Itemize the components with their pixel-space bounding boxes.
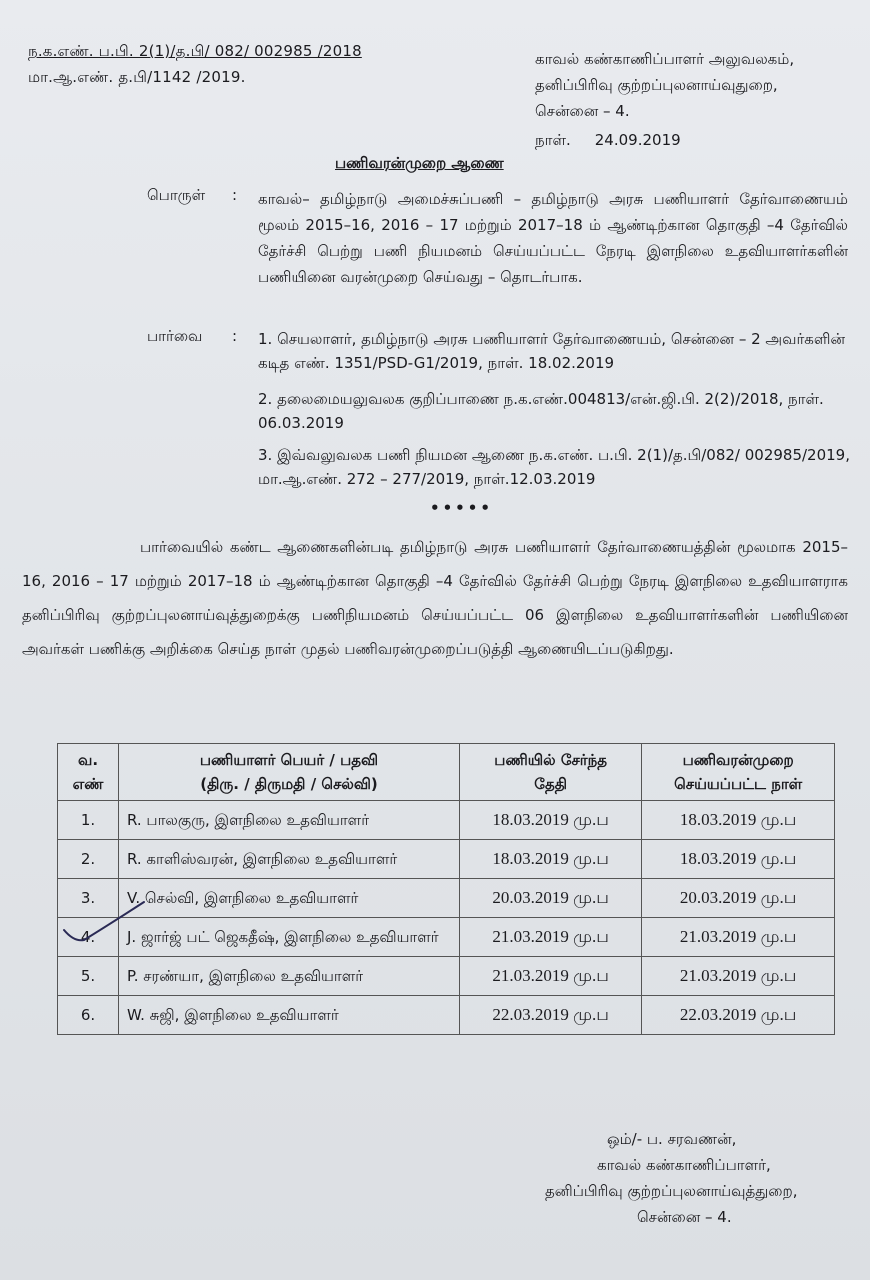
office-line-3: சென்னை – 4. — [535, 102, 630, 120]
header-serial-line2: எண் — [72, 775, 104, 793]
table-row — [58, 918, 835, 957]
row-name: J. ஜார்ஜ் பட் ஜெகதீஷ், இளநிலை உதவியாளர் — [119, 918, 460, 957]
row-name: R. காளிஸ்வரன், இளநிலை உதவியாளர் — [119, 840, 460, 879]
header-regularised-line1: பணிவரன்முறை — [682, 751, 794, 769]
header-name-line2: (திரு. / திருமதி / செல்வி) — [200, 775, 378, 793]
office-line-2: தனிப்பிரிவு குற்றப்புலனாய்வுதுறை, — [535, 76, 778, 94]
row-joined-date: 21.03.2019 மு.ப — [460, 957, 642, 996]
reference-label: பார்வை — [147, 327, 203, 345]
table-row — [58, 801, 835, 840]
header-joined-line2: தேதி — [534, 775, 568, 793]
row-name: P. சரண்யா, இளநிலை உதவியாளர் — [119, 957, 460, 996]
row-name: R. பாலகுரு, இளநிலை உதவியாளர் — [119, 801, 460, 840]
row-serial: 6. — [58, 996, 119, 1035]
row-name: V. செல்வி, இளநிலை உதவியாளர் — [119, 879, 460, 918]
order-number: மா.ஆ.எண். த.பி/1142 /2019. — [28, 68, 246, 86]
signature-city: சென்னை – 4. — [637, 1208, 732, 1226]
table-row — [58, 996, 835, 1035]
row-serial: 5. — [58, 957, 119, 996]
header-serial-line1: வ. — [77, 751, 99, 769]
row-joined-date: 21.03.2019 மு.ப — [460, 918, 642, 957]
table-row — [58, 879, 835, 918]
header-serial — [58, 744, 119, 801]
row-regularised-date: 18.03.2019 மு.ப — [642, 801, 835, 840]
subject-text: காவல்– தமிழ்நாடு அமைச்சுப்பணி – தமிழ்நாடு அரசு பணியாளர் தேர்வாணையம் மூலம் 2015–16, 2016 – 17 மற்றும் 2017–18 ம் ஆண்டிற்கான தொகுதி –4 தேர்வில் தேர்ச்சி பெற்று பணி நியமனம் செய்யப்பட்ட நேரடி இளநிலை உதவியாளர்களின் பணியினை வரன்முறை செய்வது – தொடர்பாக. — [258, 190, 848, 286]
row-serial: 3. — [58, 879, 119, 918]
row-regularised-date: 20.03.2019 மு.ப — [642, 879, 835, 918]
row-name: W. சுஜி, இளநிலை உதவியாளர் — [119, 996, 460, 1035]
document-title: பணிவரன்முறை ஆணை — [335, 154, 504, 172]
row-joined-date: 22.03.2019 மு.ப — [460, 996, 642, 1035]
signature-department: தனிப்பிரிவு குற்றப்புலனாய்வுத்துறை, — [545, 1182, 798, 1200]
date-value: 24.09.2019 — [594, 131, 681, 149]
reference-item-1: 1. செயலாளர், தமிழ்நாடு அரசு பணியாளர் தேர்வாணையம், சென்னை – 2 அவர்களின் கடித எண். 1351/PSD-G1/2019, நாள். 18.02.2019 — [258, 330, 846, 372]
row-regularised-date: 21.03.2019 மு.ப — [642, 918, 835, 957]
reference-item-3: 3. இவ்வலுவலக பணி நியமன ஆணை ந.க.எண். ப.பி. 2(1)/த.பி/082/ 002985/2019, மா.ஆ.எண். 272 – 277/2019, நாள்.12.03.2019 — [258, 446, 850, 488]
row-serial: 1. — [58, 801, 119, 840]
header-name-line1: பணியாளர் பெயர் / பதவி — [199, 751, 379, 769]
table-row — [58, 957, 835, 996]
subject-label: பொருள் — [147, 186, 206, 204]
row-serial: 4. — [58, 918, 119, 957]
signature-name: ஒம்/- ப. சரவணன், — [607, 1130, 737, 1148]
row-regularised-date: 21.03.2019 மு.ப — [642, 957, 835, 996]
date-label: நாள். — [535, 131, 571, 149]
header-joined-line1: பணியில் சேர்ந்த — [494, 751, 608, 769]
table-row — [58, 840, 835, 879]
row-serial: 2. — [58, 840, 119, 879]
row-joined-date: 18.03.2019 மு.ப — [460, 801, 642, 840]
row-joined-date: 20.03.2019 மு.ப — [460, 879, 642, 918]
date-line — [535, 131, 681, 151]
header-name — [119, 744, 460, 801]
signature-designation: காவல் கண்காணிப்பாளர், — [597, 1156, 771, 1174]
reference-colon: : — [232, 327, 238, 345]
staff-table — [57, 743, 835, 1035]
row-joined-date: 18.03.2019 மு.ப — [460, 840, 642, 879]
header-regularised-line2: செய்யப்பட்ட நாள் — [674, 775, 803, 793]
office-line-1: காவல் கண்காணிப்பாளர் அலுவலகம், — [535, 50, 795, 68]
header-regularised — [642, 744, 835, 801]
reference-item-2: 2. தலைமையலுவலக குறிப்பாணை ந.க.எண்.004813/என்.ஜி.பி. 2(2)/2018, நாள். 06.03.2019 — [258, 390, 824, 432]
header-joined — [460, 744, 642, 801]
table-header-row — [58, 744, 835, 801]
tick-mark-icon — [60, 900, 150, 950]
body-paragraph: பார்வையில் கண்ட ஆணைகளின்படி தமிழ்நாடு அரசு பணியாளர் தேர்வாணையத்தின் மூலமாக 2015–16, 2016 – 17 மற்றும் 2017–18 ம் ஆண்டிற்கான தொகுதி –4 தேர்வில் தேர்ச்சி பெற்று நேரடி இளநிலை உதவியாளராக தனிப்பிரிவு குற்றப்புலனாய்வுத்துறைக்கு பணிநியமனம் செய்யப்பட்ட 06 இளநிலை உதவியாளர்களின் பணியினை அவர்கள் பணிக்கு அறிக்கை செய்த நாள் முதல் பணிவரன்முறைப்படுத்தி ஆணையிடப்படுகிறது. — [22, 538, 848, 658]
separator: ••••• — [430, 499, 493, 517]
row-regularised-date: 18.03.2019 மு.ப — [642, 840, 835, 879]
subject-colon: : — [232, 186, 238, 204]
row-regularised-date: 22.03.2019 மு.ப — [642, 996, 835, 1035]
reference-number: ந.க.எண். ப.பி. 2(1)/த.பி/ 082/ 002985 /2018 — [28, 42, 362, 60]
